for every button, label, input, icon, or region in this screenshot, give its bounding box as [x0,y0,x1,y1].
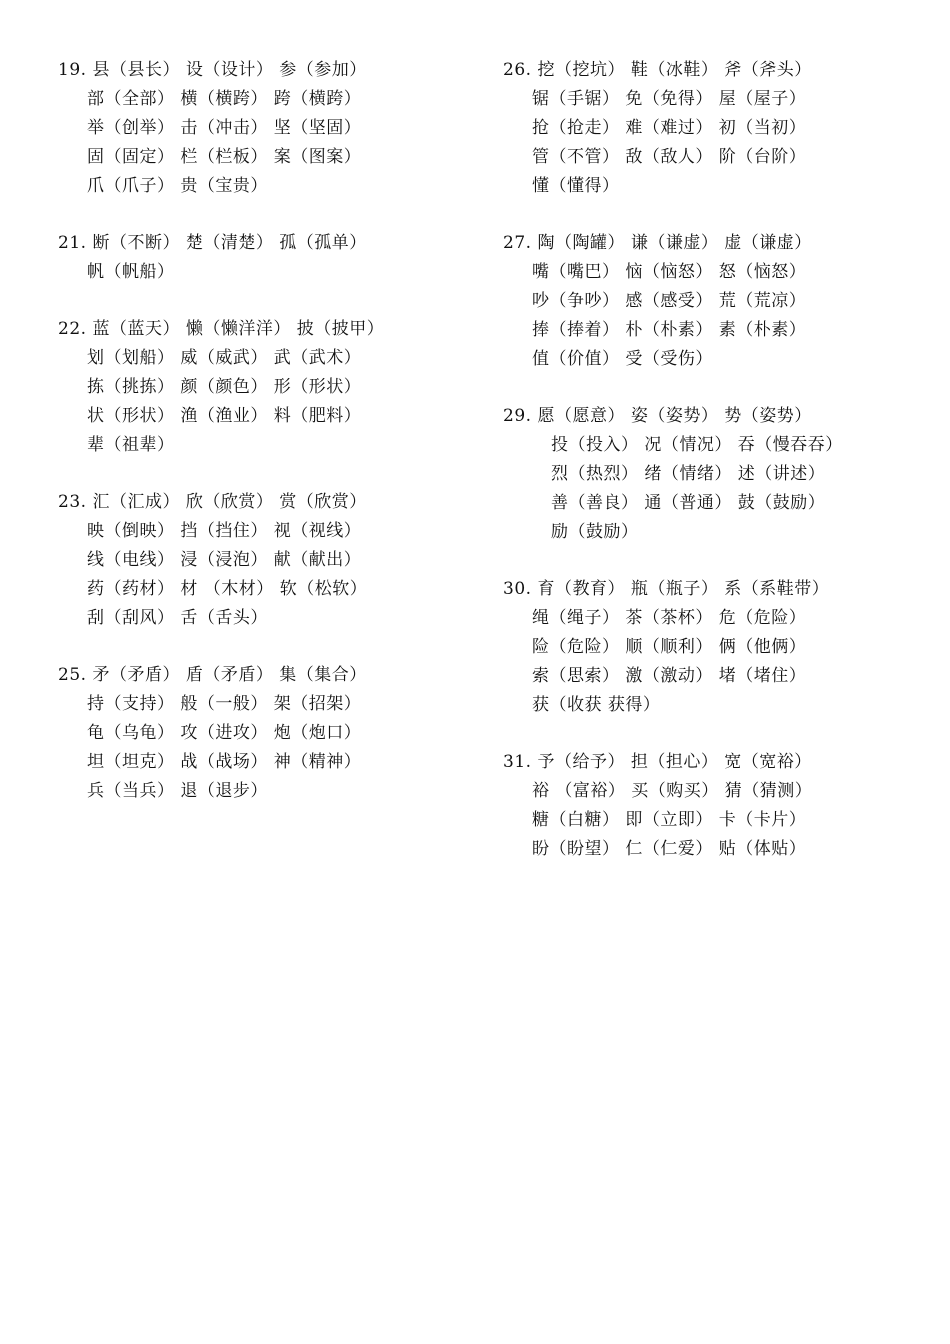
word-line: 获（收获 获得） [532,695,661,715]
group-heading-line [58,315,478,344]
group-heading-line [58,661,478,690]
word-group-22 [58,315,478,460]
word-line: 险（危险） 顺（顺利） 俩（他俩） [532,637,807,657]
right-column [503,56,923,892]
word-line: 状（形状） 渔（渔业） 料（肥料） [87,406,362,426]
word-group-26 [503,56,923,201]
word-line: 投（投入） 况（情况） 吞（慢吞吞） [551,435,843,455]
word-group-19 [58,56,478,201]
word-entries: 予（给予） 担（担心） 宽（宽裕） [537,752,812,772]
word-line: 持（支持） 般（一般） 架（招架） [87,694,362,714]
word-group-25 [58,661,478,806]
word-line: 裕 （富裕） 买（购买） 猜（猜测） [532,781,813,801]
word-line: 值（价值） 受（受伤） [532,349,713,369]
word-group-23 [58,488,478,633]
word-line: 爪（爪子） 贵（宝贵） [87,176,268,196]
word-line: 举（创举） 击（冲击） 坚（坚固） [87,118,362,138]
group-number: 21. [58,233,87,253]
word-line: 线（电线） 浸（浸泡） 献（献出） [87,550,362,570]
word-line: 拣（挑拣） 颜（颜色） 形（形状） [87,377,362,397]
word-entries: 断（不断） 楚（清楚） 孤（孤单） [92,233,367,253]
word-line: 药（药材） 材 （木材） 软（松软） [87,579,368,599]
word-group-29 [503,402,923,547]
word-line: 固（固定） 栏（栏板） 案（图案） [87,147,362,167]
word-group-27 [503,229,923,374]
word-entries: 挖（挖坑） 鞋（冰鞋） 斧（斧头） [537,60,812,80]
group-heading-line [503,229,923,258]
word-entries: 矛（矛盾） 盾（矛盾） 集（集合） [92,665,367,685]
group-number: 22. [58,319,87,339]
word-group-30 [503,575,923,720]
word-line: 管（不管） 敌（敌人） 阶（台阶） [532,147,807,167]
group-number: 29. [503,406,532,426]
group-heading-line [58,56,478,85]
word-entries: 蓝（蓝天） 懒（懒洋洋） 披（披甲） [92,319,385,339]
word-line: 烈（热烈） 绪（情绪） 述（讲述） [551,464,826,484]
group-number: 30. [503,579,532,599]
word-line: 懂（懂得） [532,176,620,196]
word-line: 盼（盼望） 仁（仁爱） 贴（体贴） [532,839,807,859]
word-entries: 育（教育） 瓶（瓶子） 系（系鞋带） [537,579,830,599]
group-number: 27. [503,233,532,253]
word-entries: 县（县长） 设（设计） 参（参加） [92,60,367,80]
word-group-21 [58,229,478,287]
word-line: 锯（手锯） 免（免得） 屋（屋子） [532,89,807,109]
word-line: 刮（刮风） 舌（舌头） [87,608,268,628]
group-number: 23. [58,492,87,512]
word-entries: 陶（陶罐） 谦（谦虚） 虚（谦虚） [537,233,812,253]
word-line: 捧（捧着） 朴（朴素） 素（朴素） [532,320,807,340]
group-number: 19. [58,60,87,80]
word-line: 兵（当兵） 退（退步） [87,781,268,801]
word-line: 辈（祖辈） [87,435,175,455]
word-line: 励（鼓励） [551,522,639,542]
group-heading-line [58,229,478,258]
word-line: 嘴（嘴巴） 恼（恼怒） 怒（恼怒） [532,262,807,282]
group-number: 25. [58,665,87,685]
group-heading-line [58,488,478,517]
word-line: 糖（白糖） 即（立即） 卡（卡片） [532,810,807,830]
word-line: 抢（抢走） 难（难过） 初（当初） [532,118,807,138]
group-number: 31. [503,752,532,772]
word-line: 绳（绳子） 茶（茶杯） 危（危险） [532,608,807,628]
word-group-31 [503,748,923,864]
word-entries: 汇（汇成） 欣（欣赏） 赏（欣赏） [92,492,367,512]
left-column [58,56,478,834]
group-heading-line [503,575,923,604]
word-line: 吵（争吵） 感（感受） 荒（荒凉） [532,291,807,311]
word-line: 索（思索） 激（激动） 堵（堵住） [532,666,807,686]
group-number: 26. [503,60,532,80]
word-line: 龟（乌龟） 攻（进攻） 炮（炮口） [87,723,362,743]
word-entries: 愿（愿意） 姿（姿势） 势（姿势） [537,406,812,426]
word-line: 划（划船） 威（威武） 武（武术） [87,348,362,368]
word-line: 善（善良） 通（普通） 鼓（鼓励） [551,493,826,513]
group-heading-line [503,748,923,777]
group-heading-line [503,402,923,431]
word-line: 映（倒映） 挡（挡住） 视（视线） [87,521,362,541]
word-line: 部（全部） 横（横跨） 跨（横跨） [87,89,362,109]
word-line: 帆（帆船） [87,262,175,282]
word-line: 坦（坦克） 战（战场） 神（精神） [87,752,362,772]
group-heading-line [503,56,923,85]
